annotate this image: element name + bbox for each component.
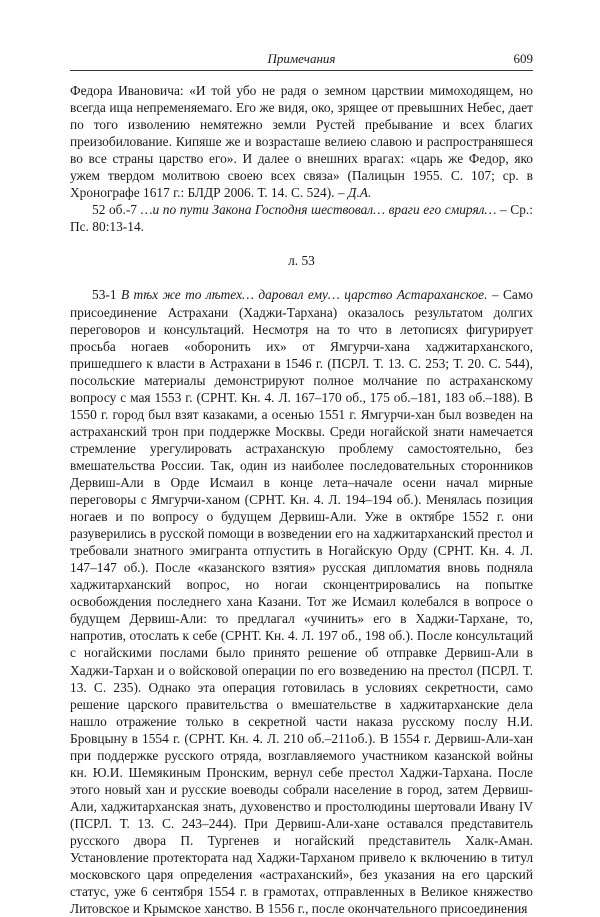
section-heading: л. 53 [288, 253, 315, 269]
book-page [70, 48, 533, 917]
note-text: – Ср.: Пс. 80:13-14. [70, 202, 533, 235]
note-ref: 52 об.-7 [92, 202, 141, 218]
paragraph-continuation [70, 82, 533, 201]
note-quote: В тѣх же то лѣтех… даровал ему… царство Астараханское. [120, 287, 488, 303]
page-body [70, 82, 533, 917]
author-signature: Д.А. [347, 185, 372, 201]
page-number: 609 [513, 51, 533, 66]
note-text: – Само присоединение Астрахани (Хаджи-Тархана) оказалось результатом долгих переговоров и консультаций. Несмотря на то что в летописях фигурирует просьба ногаев «оборонить их» от Ямгурчи-хана хаджитарханского, пришедшего к власти в Астрахани в 1546 г. (ПСРЛ. Т. 13. С. 253; Т. 20. С. 544), посольские материалы демонстрируют полное молчание по астраханскому вопросу с мая 1553 г. (СРНТ. Кн. 4. Л. 167–170 об., 175 об.–181, 183 об.–188). В 1550 г. город был взят казаками, а осенью 1551 г. Ямгурчи-хан был возведен на астраханский трон при поддержке Москвы. Среди ногайской знати намечается стремление урегулировать астраханскую проблему самостоятельно, без вмешательства России. Так, один из наиболее последовательных сторонников Дервиш-Али в Орде Исмаил в конце лета–начале осени начал мирные переговоры с Ямгурчи-ханом (СРНТ. Кн. 4. Л. 194–194 об.). Менялась позиция ногаев и по вопросу о будущем Дервиш-Али. Уже в октябре 1552 г. они разуверились в русской помощи в возведении его на хаджитарханский престол и требовали знатного эмигранта отпустить в Ногайскую Орду (СРНТ. Кн. 4. Л. 147–147 об.). После «казанского взятия» русская дипломатия вновь подняла хаджитарханский вопрос, но ногаи сконцентрировались на попытке освобождения последнего хана Казани. Тот же Исмаил колебался в вопросе о будущем Дервиш-Али: то предлагал «учинить» его в Хаджи-Тархане, то, напротив, отослать к себе (СРНТ. Кн. 4. Л. 197 об., 198 об.). После консультаций с ногайскими послами было принято решение об отправке Дервиш-Али в Хаджи-Тархан и о войсковой операции по его возведению на престол (ПСРЛ. Т. 13. С. 235). Однако эта операция готовилась в условиях секретности, само решение царского правительства о вмешательстве в хаджитарханские дела нашло отражение только в секретной части наказа русскому послу Н.И. Бровцыну в 1554 г. (СРНТ. Кн. 4. Л. 210 об.–211об.). В 1554 г. Дервиш-Али-хан при поддержке русского отряда, возглавляемого участником казанской войны кн. Ю.И. Шемякиным Пронским, вернул себе престол Хаджи-Тархана. После этого новый хан и русские воеводы собрали население в город, затем Дервиш-Али, хаджитарханская знать, духовенство и простолюдины шертовали Ивану IV (ПСРЛ. Т. 13. С. 243–244). При Дервиш-Али-хане оставался представитель русского двора П. Тургенев и ногайский представитель Халк-Аман. Установление протектората над Хаджи-Тарханом привело к включению в титул московского царя определения «астраханский», без указания на его царский статус, уже 6 сентября 1554 г. в грамотах, отправленных в Великое княжество Литовское и Крымское ханство. В 1556 г., после окончательного присоединения [70, 287, 534, 917]
note-ref: 53-1 [92, 287, 121, 303]
paragraph-text: Федора Ивановича: «И той убо не радя о земном царствии мимоходящем, но всегда ища непременяемаго. Его же видя, око, зрящее от превышних Небес, дает по того изволению немятежно земли Рустей пребывание и всех благих преизобилование. Кипяше же и возрасташе велиею славою и распространяшеся во все страны царство его». И далее о внешних врагах: «царь же Федор, яко ужем твердом молитвою своею всех связа» (Палицын 1955. С. 107; ср. в Хронографе 1617 г.: БЛДР 2006. Т. 14. С. 524). – [70, 83, 533, 201]
note-quote: …и по пути Закона Господня шествовал… враги его смирял… [140, 202, 497, 218]
note-52-7 [70, 201, 533, 235]
header-rule [70, 70, 533, 71]
running-header [70, 48, 533, 68]
note-53-1 [70, 286, 533, 917]
running-title: Примечания [267, 51, 336, 66]
